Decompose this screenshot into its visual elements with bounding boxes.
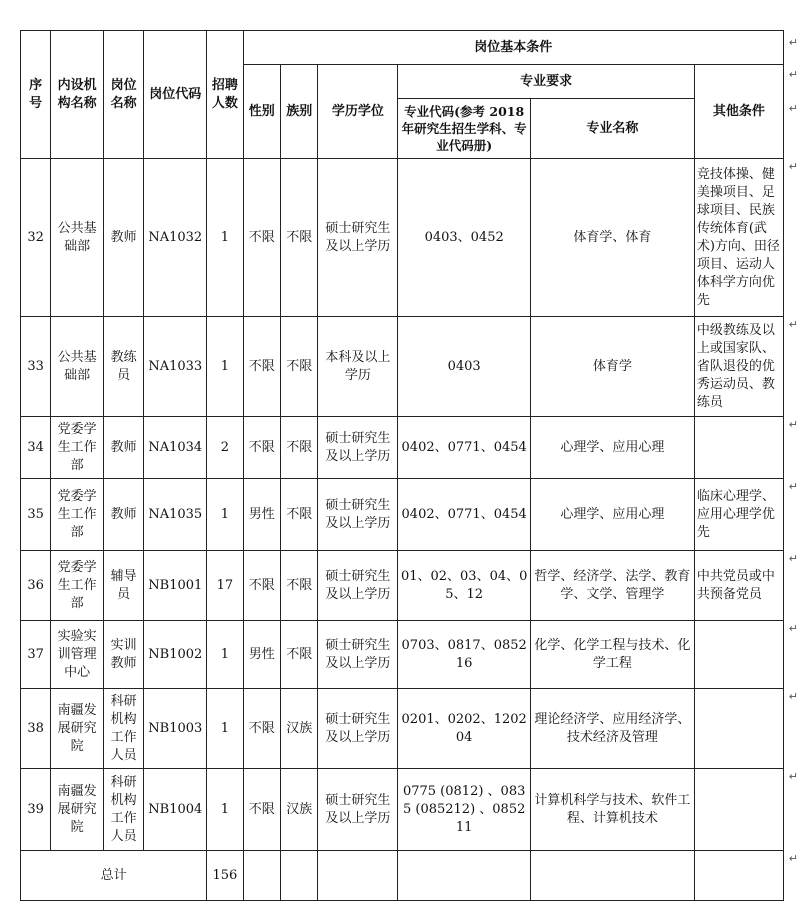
cell-code: NA1034 <box>144 417 207 479</box>
cell-code: NB1002 <box>144 621 207 689</box>
header-major-code: 专业代码(参考 2018年研究生招生学科、专业代码册) <box>398 99 531 159</box>
cell-major-code: 0703、0817、085216 <box>398 621 531 689</box>
table-row <box>21 689 784 769</box>
total-empty <box>530 851 694 901</box>
cell-seq: 32 <box>21 159 51 317</box>
cell-edu: 本科及以上学历 <box>318 317 398 417</box>
cell-num: 1 <box>207 317 243 417</box>
header-other: 其他条件 <box>694 65 783 159</box>
cell-gender: 男性 <box>243 621 280 689</box>
cell-post: 教练员 <box>103 317 143 417</box>
cell-major-code: 0402、0771、0454 <box>398 417 531 479</box>
cell-major-name: 计算机科学与技术、软件工程、计算机技术 <box>530 769 694 851</box>
cell-post: 教师 <box>103 417 143 479</box>
cell-gender: 不限 <box>243 417 280 479</box>
cell-edu: 硕士研究生及以上学历 <box>318 621 398 689</box>
cell-other <box>694 689 783 769</box>
paragraph-mark-icon: ↵ <box>788 770 798 783</box>
cell-num: 1 <box>207 769 243 851</box>
cell-other: 竞技体操、健美操项目、足球项目、民族传统体育(武术)方向、田径项目、运动人体科学方向优先 <box>694 159 783 317</box>
cell-post: 实训教师 <box>103 621 143 689</box>
cell-code: NA1033 <box>144 317 207 417</box>
cell-edu: 硕士研究生及以上学历 <box>318 479 398 551</box>
cell-major-code: 0775 (0812) 、0835 (085212) 、085211 <box>398 769 531 851</box>
cell-gender: 不限 <box>243 159 280 317</box>
cell-major-name: 化学、化学工程与技术、化学工程 <box>530 621 694 689</box>
cell-post: 教师 <box>103 479 143 551</box>
total-empty <box>243 851 280 901</box>
cell-code: NB1003 <box>144 689 207 769</box>
cell-major-name: 哲学、经济学、法学、教育学、文学、管理学 <box>530 551 694 621</box>
paragraph-mark-icon: ↵ <box>788 160 798 173</box>
cell-dept: 公共基础部 <box>51 159 104 317</box>
cell-seq: 33 <box>21 317 51 417</box>
cell-major-name: 体育学、体育 <box>530 159 694 317</box>
cell-edu: 硕士研究生及以上学历 <box>318 689 398 769</box>
cell-ethnic: 汉族 <box>281 689 318 769</box>
cell-num: 1 <box>207 621 243 689</box>
cell-ethnic: 不限 <box>281 159 318 317</box>
cell-code: NB1004 <box>144 769 207 851</box>
cell-dept: 南疆发展研究院 <box>51 689 104 769</box>
paragraph-mark-icon: ↵ <box>788 36 798 49</box>
total-empty <box>694 851 783 901</box>
cell-gender: 不限 <box>243 769 280 851</box>
table-row <box>21 159 784 317</box>
cell-ethnic: 不限 <box>281 621 318 689</box>
cell-major-code: 0201、0202、120204 <box>398 689 531 769</box>
cell-dept: 党委学生工作部 <box>51 479 104 551</box>
header-ethnic: 族别 <box>281 65 318 159</box>
cell-dept: 实验实训管理中心 <box>51 621 104 689</box>
table-row <box>21 479 784 551</box>
cell-ethnic: 不限 <box>281 479 318 551</box>
header-post-code: 岗位代码 <box>144 31 207 159</box>
cell-major-code: 0402、0771、0454 <box>398 479 531 551</box>
table-row <box>21 769 784 851</box>
cell-num: 2 <box>207 417 243 479</box>
header-dept: 内设机构名称 <box>51 31 104 159</box>
paragraph-mark-icon: ↵ <box>788 622 798 635</box>
total-row <box>21 851 784 901</box>
paragraph-mark-icon: ↵ <box>788 418 798 431</box>
cell-major-code: 0403、0452 <box>398 159 531 317</box>
recruitment-table <box>20 30 784 901</box>
header-seq: 序号 <box>21 31 51 159</box>
cell-major-name: 理论经济学、应用经济学、技术经济及管理 <box>530 689 694 769</box>
cell-major-code: 01、02、03、04、05、12 <box>398 551 531 621</box>
paragraph-mark-icon: ↵ <box>788 480 798 493</box>
table-row <box>21 417 784 479</box>
cell-ethnic: 汉族 <box>281 769 318 851</box>
cell-edu: 硕士研究生及以上学历 <box>318 551 398 621</box>
cell-major-name: 心理学、应用心理 <box>530 417 694 479</box>
header-major-name: 专业名称 <box>530 99 694 159</box>
cell-major-name: 体育学 <box>530 317 694 417</box>
cell-num: 17 <box>207 551 243 621</box>
cell-gender: 男性 <box>243 479 280 551</box>
cell-num: 1 <box>207 479 243 551</box>
cell-other <box>694 417 783 479</box>
cell-gender: 不限 <box>243 689 280 769</box>
cell-edu: 硕士研究生及以上学历 <box>318 417 398 479</box>
paragraph-mark-icon: ↵ <box>788 318 798 331</box>
cell-other: 中共党员或中共预备党员 <box>694 551 783 621</box>
cell-seq: 37 <box>21 621 51 689</box>
total-num: 156 <box>207 851 243 901</box>
cell-other: 临床心理学、应用心理学优先 <box>694 479 783 551</box>
total-label: 总计 <box>21 851 207 901</box>
paragraph-mark-icon: ↵ <box>788 690 798 703</box>
cell-major-code: 0403 <box>398 317 531 417</box>
header-basic-conditions: 岗位基本条件 <box>243 31 783 65</box>
cell-ethnic: 不限 <box>281 551 318 621</box>
cell-code: NA1035 <box>144 479 207 551</box>
total-empty <box>281 851 318 901</box>
cell-num: 1 <box>207 689 243 769</box>
total-empty <box>398 851 531 901</box>
cell-dept: 公共基础部 <box>51 317 104 417</box>
cell-ethnic: 不限 <box>281 317 318 417</box>
table-row <box>21 621 784 689</box>
total-empty <box>318 851 398 901</box>
cell-seq: 36 <box>21 551 51 621</box>
paragraph-mark-icon: ↵ <box>788 68 798 81</box>
cell-other <box>694 769 783 851</box>
cell-post: 科研机构工作人员 <box>103 769 143 851</box>
cell-num: 1 <box>207 159 243 317</box>
cell-gender: 不限 <box>243 551 280 621</box>
paragraph-mark-icon: ↵ <box>788 852 798 865</box>
cell-edu: 硕士研究生及以上学历 <box>318 769 398 851</box>
cell-ethnic: 不限 <box>281 417 318 479</box>
cell-post: 辅导员 <box>103 551 143 621</box>
cell-edu: 硕士研究生及以上学历 <box>318 159 398 317</box>
cell-other: 中级教练及以上或国家队、省队退役的优秀运动员、教练员 <box>694 317 783 417</box>
cell-code: NB1001 <box>144 551 207 621</box>
cell-dept: 党委学生工作部 <box>51 551 104 621</box>
cell-major-name: 心理学、应用心理 <box>530 479 694 551</box>
cell-post: 科研机构工作人员 <box>103 689 143 769</box>
cell-gender: 不限 <box>243 317 280 417</box>
cell-seq: 34 <box>21 417 51 479</box>
cell-dept: 南疆发展研究院 <box>51 769 104 851</box>
cell-seq: 38 <box>21 689 51 769</box>
paragraph-mark-icon: ↵ <box>788 552 798 565</box>
header-recruit: 招聘人数 <box>207 31 243 159</box>
header-post-name: 岗位名称 <box>103 31 143 159</box>
table-row <box>21 551 784 621</box>
header-edu: 学历学位 <box>318 65 398 159</box>
cell-code: NA1032 <box>144 159 207 317</box>
header-gender: 性别 <box>243 65 280 159</box>
cell-other <box>694 621 783 689</box>
cell-seq: 39 <box>21 769 51 851</box>
cell-post: 教师 <box>103 159 143 317</box>
cell-dept: 党委学生工作部 <box>51 417 104 479</box>
header-major-req: 专业要求 <box>398 65 694 99</box>
table-row <box>21 317 784 417</box>
paragraph-mark-icon: ↵ <box>788 102 798 115</box>
cell-seq: 35 <box>21 479 51 551</box>
